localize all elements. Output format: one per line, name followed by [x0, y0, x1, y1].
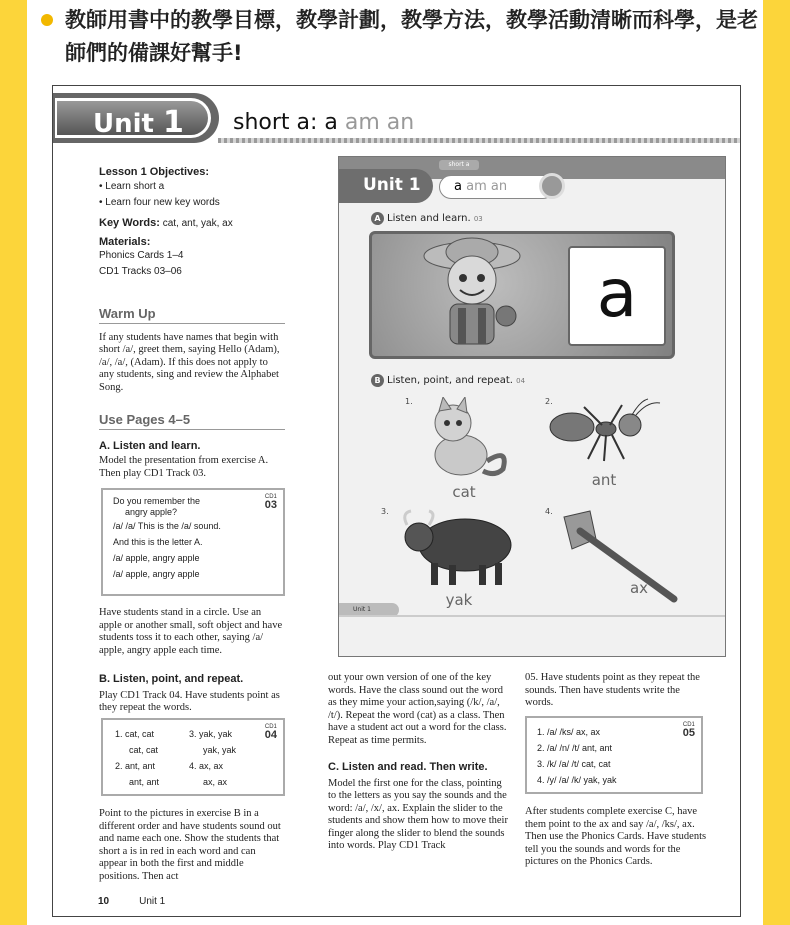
- warm-up-section: [99, 308, 285, 394]
- script-line: Do you remember the: [113, 496, 201, 506]
- material-item: Phonics Cards 1–4: [99, 250, 184, 261]
- student-words-pill: a am an: [439, 175, 555, 199]
- unit-title: short a: a am an: [233, 110, 415, 135]
- yak-icon: [397, 509, 521, 587]
- cd-track-badge: CD1 04: [264, 724, 277, 741]
- letter-card: a: [568, 246, 666, 346]
- objectives-section: [99, 166, 289, 280]
- word-line: yak, yak: [203, 745, 237, 755]
- word-line: ax, ax: [203, 777, 228, 787]
- ax-icon: [544, 509, 694, 605]
- use-pages-title: Use Pages 4–5: [99, 414, 285, 430]
- unit-banner: [52, 93, 219, 143]
- picture-item-cat: [399, 397, 529, 501]
- cd-track-badge: CD1 05: [682, 722, 695, 739]
- unit-label: Unit 1: [93, 105, 184, 140]
- word-line: 3. yak, yak: [189, 729, 233, 739]
- cd-track-badge: CD1 03: [264, 494, 277, 511]
- page-number: 10: [98, 896, 110, 907]
- materials-title: Materials:: [99, 235, 151, 248]
- phonics-cards-text: After students complete exercise C, have them point to the ax and say /a/, /ks/, ax. Then use the Phonics Cards. Have students tell you the sounds and words for the pictures on the Phonics Cards.: [525, 806, 707, 867]
- act-out-text: out your own version of one of the key words. Have the class sound out the word as they mime your action,saying (/k/, /a/, /t/). Repeat the word (cat) as a class. Then have a student act out a word for the class. Repeat as time permits.: [328, 672, 507, 746]
- sound-line: 3. /k/ /a/ /t/ cat, cat: [537, 759, 611, 769]
- picture-word: ax: [629, 579, 649, 597]
- exercise-b-title: B. Listen, point, and repeat.: [99, 673, 244, 685]
- script-line: angry apple?: [125, 507, 178, 517]
- exercise-a-text: Model the presentation from exercise A. Then play CD1 Track 03.: [99, 455, 269, 479]
- objective-item: • Learn four new key words: [99, 196, 220, 208]
- student-page-footer: Unit 1: [339, 603, 399, 617]
- cat-icon: [409, 397, 519, 479]
- word-line: 4. ax, ax: [189, 761, 224, 771]
- circle-activity-text: Have students stand in a circle. Use an apple or another small, soft object and have students toss it to each other, saying /a/ apple, angry apple each time.: [99, 607, 283, 656]
- track-03-box: [101, 488, 285, 596]
- student-unit-banner: Unit 1: [338, 169, 433, 203]
- item-number: 1.: [405, 397, 413, 406]
- script-line: /a/ /a/ This is the /a/ sound.: [113, 521, 221, 531]
- word-line: ant, ant: [129, 777, 160, 787]
- headline: [65, 4, 765, 70]
- word-line: 1. cat, cat: [115, 729, 155, 739]
- track-05-box: [525, 716, 703, 794]
- warm-up-text: If any students have names that begin with short /a/, greet them, saying Hello (Adam), /a/, /a/, (Adam). If this does not apply to any students, sing and review the Alphabet Song.: [99, 331, 280, 393]
- item-number: 4.: [545, 507, 553, 516]
- instruction-b: B Listen, point, and repeat. 04: [371, 374, 525, 387]
- right-intro-text: 05. Have students point as they repeat the sounds. Then have students write the words.: [525, 672, 700, 708]
- item-number: 2.: [545, 397, 553, 406]
- track-04-col1: [115, 726, 185, 790]
- script-line: And this is the letter A.: [113, 537, 203, 547]
- sound-line: 1. /a/ /ks/ ax, ax: [537, 727, 601, 737]
- word-line: cat, cat: [129, 745, 159, 755]
- student-page-tag: short a: [439, 160, 479, 170]
- script-line: /a/ apple, angry apple: [113, 569, 200, 579]
- picture-item-yak: [389, 509, 529, 609]
- listen-learn-scene: [369, 231, 675, 359]
- material-item: CD1 Tracks 03–06: [99, 266, 182, 277]
- track-04-col2: [189, 726, 259, 790]
- exercise-b-text: Play CD1 Track 04. Have students point as they repeat the words.: [99, 689, 280, 713]
- sound-line: 2. /a/ /n/ /t/ ant, ant: [537, 743, 613, 753]
- footer-unit: Unit 1: [139, 896, 166, 907]
- warm-up-title: Warm Up: [99, 308, 285, 324]
- word-line: 2. ant, ant: [115, 761, 156, 771]
- sound-line: 4. /y/ /a/ /k/ yak, yak: [537, 775, 617, 785]
- teacher-book-page: [52, 85, 741, 917]
- objectives-list: [99, 179, 289, 211]
- objectives-title: Lesson 1 Objectives:: [99, 166, 210, 178]
- item-number: 3.: [381, 507, 389, 516]
- script-line: /a/ apple, angry apple: [113, 553, 200, 563]
- exercise-c-title: C. Listen and read. Then write.: [328, 761, 488, 773]
- picture-item-ant: [539, 397, 669, 489]
- picture-word: ant: [591, 471, 617, 489]
- exercise-b: [99, 673, 285, 715]
- instruction-a: A Listen and learn. 03: [371, 212, 483, 225]
- objective-item: • Learn short a: [99, 180, 165, 192]
- slider-roll-icon: [539, 173, 565, 199]
- point-pictures-text: Point to the pictures in exercise B in a different order and have students sound out and name each one. Show the students that short a is in red in each word and can appear in both the first and middle positions. Then act: [99, 808, 281, 882]
- picture-word: cat: [452, 483, 476, 501]
- header-divider: [218, 138, 741, 143]
- bullet-dot: [41, 14, 53, 26]
- headline-text: 教師用書中的教學目標，教學計劃，教學方法，教學活動清晰而科學，是老師們的備課好幫手!: [65, 8, 758, 65]
- boy-character-icon: [402, 234, 542, 356]
- exercise-c-text: Model the first one for the class, pointing to the letters as you say the sounds and the word: /a/, /x/, ax. Explain the slider to the students and show them how to move their finger along the slider to blend the sounds into words. Play CD1 Track: [328, 777, 508, 851]
- middle-column: [328, 672, 512, 853]
- exercise-a-title: A. Listen and learn.: [99, 439, 201, 452]
- use-pages-section: [99, 414, 285, 480]
- student-page-preview: [338, 156, 726, 657]
- page-sheet: [27, 0, 763, 925]
- ant-icon: [544, 397, 664, 467]
- student-footer-line: [339, 615, 726, 617]
- materials-list: [99, 248, 289, 280]
- track-04-box: [101, 718, 285, 796]
- key-words: Key Words: cat, ant, yak, ax: [99, 216, 233, 229]
- picture-word: yak: [445, 591, 473, 609]
- picture-item-ax: [539, 509, 699, 597]
- page-footer: [98, 896, 165, 907]
